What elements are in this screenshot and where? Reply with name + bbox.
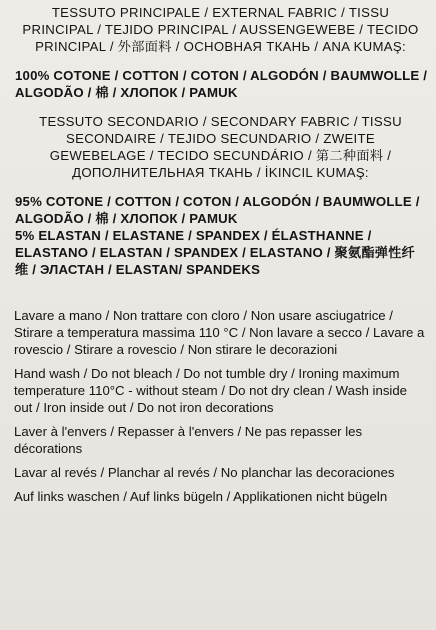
care-instructions-german: Auf links waschen / Auf links bügeln / Applikationen nicht bügeln <box>14 489 388 504</box>
secondary-fabric-composition-elastane: 5% ELASTAN / ELASTANE / SPANDEX / ÉLASTHANNE / ELASTANO / ELASTAN / SPANDEX / ELASTANO / 聚氨酯弹性纤维 / ЭЛАСТАН / ELASTAN/ SPANDEKS <box>15 228 415 277</box>
care-instructions-italian: Lavare a mano / Non trattare con cloro / Non usare asciugatrice / Stirare a temperatura massima 110 °C / Non lavare a secco / Lavare a rovescio / Stirare a rovescio / Non stirare le decorazioni <box>14 308 425 357</box>
secondary-fabric-heading: TESSUTO SECONDARIO / SECONDARY FABRIC / TISSU SECONDAIRE / TEJIDO SECUNDARIO / ZWEITE GEWEBELAGE / TECIDO SECUNDÁRIO / 第二种面料 / ДОПОЛНИТЕЛЬНАЯ ТКАНЬ / İKINCIL KUMAŞ: <box>39 114 402 180</box>
care-instructions-english: Hand wash / Do not bleach / Do not tumble dry / Ironing maximum temperature 110°C - without steam / Do not dry clean / Wash inside out / Iron inside out / Do not iron decorations <box>14 366 408 415</box>
care-instructions-spanish: Lavar al revés / Planchar al revés / No planchar las decoraciones <box>14 465 395 480</box>
main-fabric-heading: TESSUTO PRINCIPALE / EXTERNAL FABRIC / TISSU PRINCIPAL / TEJIDO PRINCIPAL / AUSSENGEWEBE / TECIDO PRINCIPAL / 外部面料 / ОСНОВНАЯ ТКАНЬ / ANA KUMAŞ: <box>22 5 419 54</box>
main-fabric-composition: 100% COTONE / COTTON / COTON / ALGODÓN / BAUMWOLLE / ALGODÃO / 棉 / ХЛОПОК / PAMUK <box>15 68 428 100</box>
care-instructions-french: Laver à l'envers / Repasser à l'envers / Ne pas repasser les décorations <box>14 424 363 456</box>
secondary-fabric-composition-cotton: 95% COTONE / COTTON / COTON / ALGODÓN / BAUMWOLLE / ALGODÃO / 棉 / ХЛОПОК / PAMUK <box>15 194 420 226</box>
